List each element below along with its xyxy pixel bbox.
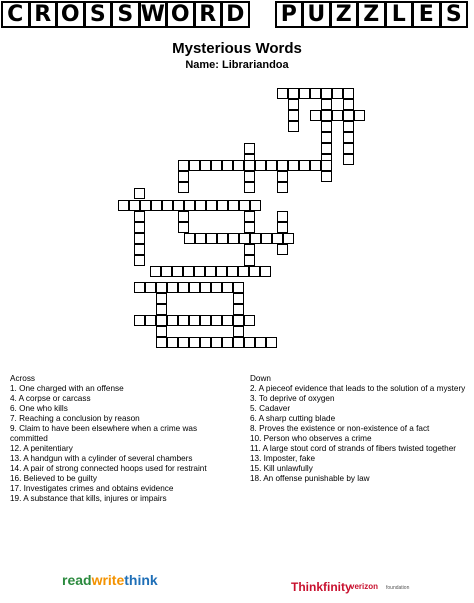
down-clue: 5. Cadaver: [250, 404, 291, 413]
banner-letter: O: [166, 1, 195, 28]
grid-cell[interactable]: [206, 200, 217, 211]
grid-cell[interactable]: [222, 160, 233, 171]
grid-cell[interactable]: [161, 266, 172, 277]
grid-cell[interactable]: [200, 282, 211, 293]
grid-cell[interactable]: [217, 233, 228, 244]
grid-cell[interactable]: [178, 211, 189, 222]
grid-cell[interactable]: [162, 200, 173, 211]
grid-cell[interactable]: [178, 182, 189, 193]
grid-cell[interactable]: [283, 233, 294, 244]
grid-cell[interactable]: [211, 337, 222, 348]
grid-cell[interactable]: [173, 200, 184, 211]
grid-cell[interactable]: [244, 315, 255, 326]
banner-letter: C: [1, 1, 30, 28]
grid-cell[interactable]: [184, 233, 195, 244]
grid-cell[interactable]: [244, 244, 255, 255]
grid-cell[interactable]: [228, 233, 239, 244]
banner-letter: R: [194, 1, 223, 28]
across-clue: 7. Reaching a conclusion by reason: [10, 414, 140, 423]
grid-cell[interactable]: [206, 233, 217, 244]
down-heading: Down: [250, 374, 271, 383]
grid-cell[interactable]: [134, 188, 145, 199]
grid-cell[interactable]: [277, 222, 288, 233]
grid-cell[interactable]: [321, 110, 332, 121]
grid-cell[interactable]: [150, 266, 161, 277]
grid-cell[interactable]: [272, 233, 283, 244]
grid-cell[interactable]: [189, 337, 200, 348]
grid-cell[interactable]: [343, 121, 354, 132]
grid-cell[interactable]: [343, 143, 354, 154]
grid-cell[interactable]: [233, 293, 244, 304]
grid-cell[interactable]: [299, 160, 310, 171]
banner-letter: Z: [330, 1, 359, 28]
grid-cell[interactable]: [255, 337, 266, 348]
across-clue: 9. Claim to have been elsewhere when a crime was committed: [10, 424, 200, 443]
grid-cell[interactable]: [250, 200, 261, 211]
grid-cell[interactable]: [178, 160, 189, 171]
grid-cell[interactable]: [222, 282, 233, 293]
grid-cell[interactable]: [321, 160, 332, 171]
grid-cell[interactable]: [277, 160, 288, 171]
grid-cell[interactable]: [178, 171, 189, 182]
grid-cell[interactable]: [266, 337, 277, 348]
grid-cell[interactable]: [145, 282, 156, 293]
grid-cell[interactable]: [321, 171, 332, 182]
grid-cell[interactable]: [167, 315, 178, 326]
grid-cell[interactable]: [178, 222, 189, 233]
grid-cell[interactable]: [217, 200, 228, 211]
across-clue: 1. One charged with an offense: [10, 384, 124, 393]
grid-cell[interactable]: [156, 304, 167, 315]
banner-letter: P: [275, 1, 304, 28]
foundation-label: foundation: [386, 585, 410, 591]
grid-cell[interactable]: [233, 326, 244, 337]
down-clue: 13. Imposter, fake: [250, 454, 316, 463]
down-clue: 8. Proves the existence or non-existence of a fact: [250, 424, 430, 433]
grid-cell[interactable]: [261, 233, 272, 244]
down-clue: 18. An offense punishable by law: [250, 474, 370, 483]
across-clue: 19. A substance that kills, injures or impairs: [10, 494, 167, 503]
grid-cell[interactable]: [156, 293, 167, 304]
banner-letter: S: [111, 1, 140, 28]
grid-cell[interactable]: [343, 88, 354, 99]
banner-letter: Z: [357, 1, 386, 28]
grid-cell[interactable]: [321, 88, 332, 99]
grid-cell[interactable]: [255, 160, 266, 171]
grid-cell[interactable]: [233, 304, 244, 315]
grid-cell[interactable]: [238, 266, 249, 277]
grid-cell[interactable]: [244, 222, 255, 233]
puzzle-author: Name: Librariandoa: [185, 59, 289, 71]
banner-letter: R: [29, 1, 58, 28]
down-clues: [250, 374, 468, 484]
grid-cell[interactable]: [288, 110, 299, 121]
grid-cell[interactable]: [277, 88, 288, 99]
grid-cell[interactable]: [167, 282, 178, 293]
grid-cell[interactable]: [140, 200, 151, 211]
grid-cell[interactable]: [228, 200, 239, 211]
grid-cell[interactable]: [321, 132, 332, 143]
grid-cell[interactable]: [134, 315, 145, 326]
grid-cell[interactable]: [233, 315, 244, 326]
grid-cell[interactable]: [134, 211, 145, 222]
grid-cell[interactable]: [200, 315, 211, 326]
grid-cell[interactable]: [239, 200, 250, 211]
grid-cell[interactable]: [288, 88, 299, 99]
thinkfinity-logo[interactable]: Thinkfinity: [291, 580, 352, 594]
grid-cell[interactable]: [244, 182, 255, 193]
grid-cell[interactable]: [321, 99, 332, 110]
across-heading: Across: [10, 374, 36, 383]
down-clue: 15. Kill unlawfully: [250, 464, 313, 473]
down-clue: 11. A large stout cord of strands of fibers twisted together: [250, 444, 457, 453]
grid-cell[interactable]: [288, 160, 299, 171]
grid-cell[interactable]: [200, 337, 211, 348]
grid-cell[interactable]: [244, 171, 255, 182]
grid-cell[interactable]: [332, 110, 343, 121]
grid-cell[interactable]: [216, 266, 227, 277]
grid-cell[interactable]: [156, 315, 167, 326]
grid-cell[interactable]: [244, 143, 255, 154]
grid-cell[interactable]: [134, 233, 145, 244]
grid-cell[interactable]: [343, 132, 354, 143]
grid-cell[interactable]: [244, 160, 255, 171]
banner-letter: S: [440, 1, 469, 28]
grid-cell[interactable]: [249, 266, 260, 277]
grid-cell[interactable]: [250, 233, 261, 244]
across-clue: 4. A corpse or carcass: [10, 394, 91, 403]
grid-cell[interactable]: [310, 88, 321, 99]
grid-cell[interactable]: [343, 110, 354, 121]
down-clue: 3. To deprive of oxygen: [250, 394, 335, 403]
grid-cell[interactable]: [200, 160, 211, 171]
grid-cell[interactable]: [151, 200, 162, 211]
grid-cell[interactable]: [310, 110, 321, 121]
grid-cell[interactable]: [233, 337, 244, 348]
grid-cell[interactable]: [194, 266, 205, 277]
grid-cell[interactable]: [266, 160, 277, 171]
grid-cell[interactable]: [195, 200, 206, 211]
grid-cell[interactable]: [211, 160, 222, 171]
grid-cell[interactable]: [129, 200, 140, 211]
grid-cell[interactable]: [321, 121, 332, 132]
grid-cell[interactable]: [244, 211, 255, 222]
down-clue: 2. A pieceof evidence that leads to the solution of a mystery: [250, 384, 466, 393]
grid-cell[interactable]: [134, 222, 145, 233]
banner-letter: W: [139, 1, 168, 28]
grid-cell[interactable]: [239, 233, 250, 244]
grid-cell[interactable]: [244, 255, 255, 266]
grid-cell[interactable]: [343, 99, 354, 110]
grid-cell[interactable]: [277, 171, 288, 182]
across-clue: 6. One who kills: [10, 404, 68, 413]
banner-letter: O: [56, 1, 85, 28]
down-clue: 10. Person who observes a crime: [250, 434, 372, 443]
grid-cell[interactable]: [277, 211, 288, 222]
grid-cell[interactable]: [299, 88, 310, 99]
grid-cell[interactable]: [211, 315, 222, 326]
banner-letter: E: [412, 1, 441, 28]
grid-cell[interactable]: [183, 266, 194, 277]
grid-cell[interactable]: [343, 154, 354, 165]
across-clue: 14. A pair of strong connected hoops used for restraint: [10, 464, 207, 473]
grid-cell[interactable]: [332, 88, 343, 99]
grid-cell[interactable]: [178, 337, 189, 348]
across-clues: [10, 374, 230, 504]
grid-cell[interactable]: [118, 200, 129, 211]
grid-cell[interactable]: [310, 160, 321, 171]
grid-cell[interactable]: [134, 255, 145, 266]
grid-cell[interactable]: [288, 121, 299, 132]
across-clue: 12. A penitentiary: [10, 444, 73, 453]
banner-letter: D: [221, 1, 250, 28]
grid-cell[interactable]: [227, 266, 238, 277]
across-clue: 17. Investigates crimes and obtains evidence: [10, 484, 174, 493]
grid-cell[interactable]: [233, 160, 244, 171]
grid-cell[interactable]: [205, 266, 216, 277]
grid-cell[interactable]: [189, 315, 200, 326]
grid-cell[interactable]: [156, 337, 167, 348]
grid-cell[interactable]: [354, 110, 365, 121]
grid-cell[interactable]: [244, 337, 255, 348]
banner-letter: U: [302, 1, 331, 28]
grid-cell[interactable]: [189, 282, 200, 293]
grid-cell[interactable]: [167, 337, 178, 348]
grid-cell[interactable]: [222, 315, 233, 326]
grid-cell[interactable]: [156, 326, 167, 337]
grid-cell[interactable]: [288, 99, 299, 110]
grid-cell[interactable]: [222, 337, 233, 348]
grid-cell[interactable]: [156, 282, 167, 293]
across-clue: 16. Believed to be guilty: [10, 474, 97, 483]
verizon-logo: verizon: [350, 582, 379, 591]
grid-cell[interactable]: [233, 282, 244, 293]
footer: [0, 570, 474, 603]
grid-cell[interactable]: [134, 282, 145, 293]
grid-cell[interactable]: [195, 233, 206, 244]
grid-cell[interactable]: [211, 282, 222, 293]
grid-cell[interactable]: [277, 244, 288, 255]
grid-cell[interactable]: [189, 160, 200, 171]
grid-cell[interactable]: [134, 244, 145, 255]
banner-letter: S: [84, 1, 113, 28]
grid-cell[interactable]: [178, 315, 189, 326]
down-clue: 6. A sharp cutting blade: [250, 414, 336, 423]
grid-cell[interactable]: [260, 266, 271, 277]
grid-cell[interactable]: [184, 200, 195, 211]
banner-letter: L: [385, 1, 414, 28]
readwritethink-logo[interactable]: readwritethink: [62, 572, 158, 588]
across-clue: 13. A handgun with a cylinder of several chambers: [10, 454, 193, 463]
grid-cell[interactable]: [321, 143, 332, 154]
grid-cell[interactable]: [277, 182, 288, 193]
puzzle-title: Mysterious Words: [172, 40, 302, 57]
grid-cell[interactable]: [145, 315, 156, 326]
grid-cell[interactable]: [172, 266, 183, 277]
grid-cell[interactable]: [178, 282, 189, 293]
